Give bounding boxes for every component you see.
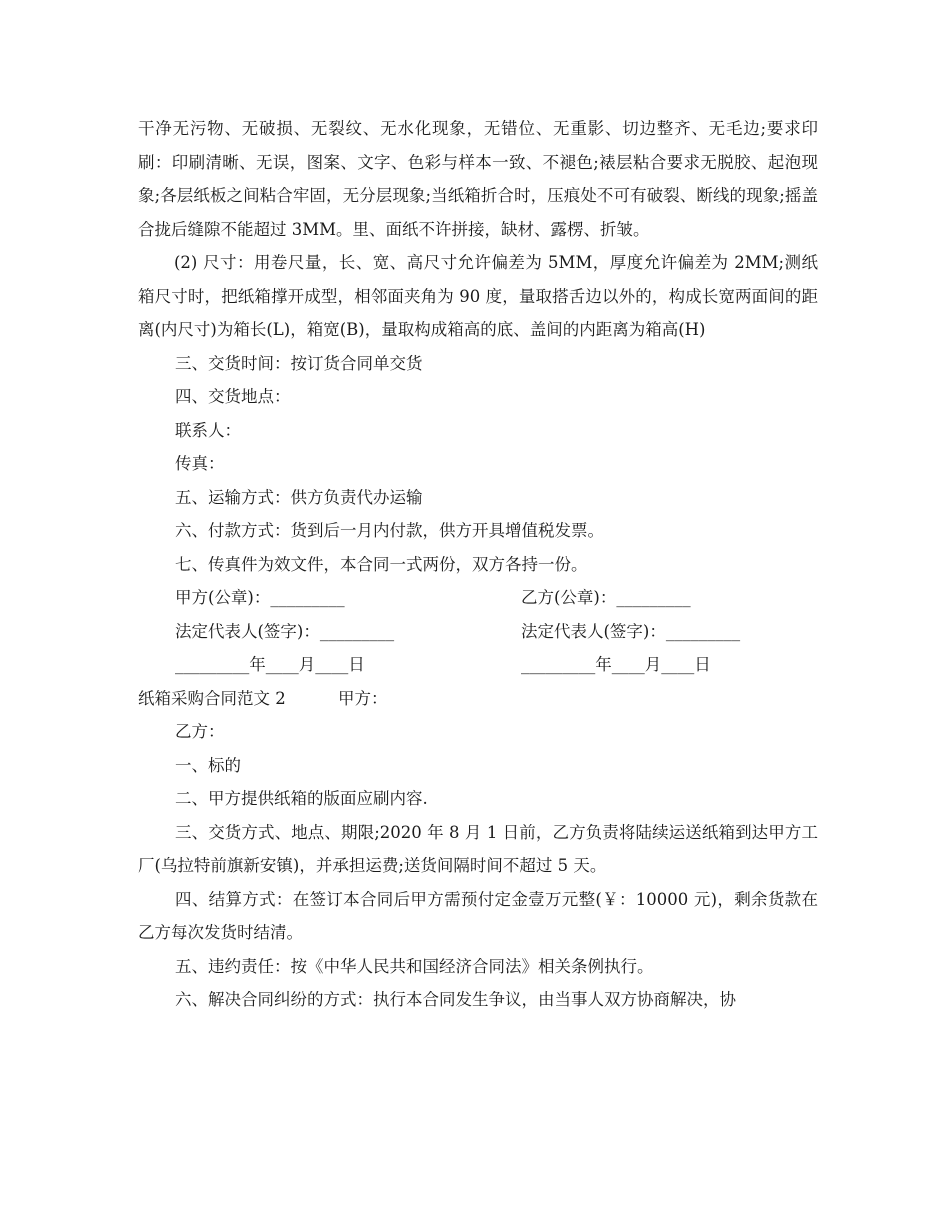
contract-2-heading-row	[138, 682, 818, 716]
fax-validity-clause: 七、传真件为效文件，本合同一式两份，双方各持一份。	[175, 554, 588, 574]
settlement-clause: 四、结算方式：在签订本合同后甲方需预付定金壹万元整(￥：10000 元)，剩余货款在乙方每次发货时结清。	[138, 889, 818, 942]
party-a-label: 甲方：	[338, 688, 388, 708]
contact-person-field: 联系人：	[175, 420, 241, 440]
transport-clause: 五、运输方式：供方负责代办运输	[175, 487, 423, 507]
party-a-rep-line: 法定代表人(签字)：_________	[175, 621, 395, 641]
document-page	[138, 112, 818, 1017]
liability-clause: 五、违约责任：按《中华人民共和国经济合同法》相关条例执行。	[175, 956, 654, 976]
party-b-label: 乙方：	[175, 722, 225, 741]
signature-stamp-row	[138, 581, 818, 615]
size-requirements-paragraph: (2) 尺寸：用卷尺量，长、宽、高尺寸允许偏差为 5MM，厚度允许偏差为 2MM;测纸箱尺寸时，把纸箱撑开成型，相邻面夹角为 90 度，量取搭舌边以外的，构成长宽两面间的距离(内尺寸)为箱长(L)，箱宽(B)，量取构成箱高的底、盖间的内距离为箱高(H)	[138, 253, 818, 339]
party-b-date-line: _________年____月____日	[521, 655, 711, 674]
payment-clause: 六、付款方式：货到后一月内付款，供方开具增值税发票。	[175, 521, 604, 540]
subject-clause: 一、标的	[175, 755, 241, 775]
party-b-rep-line: 法定代表人(签字)：_________	[521, 621, 741, 641]
quality-requirements-paragraph: 干净无污物、无破损、无裂纹、无水化现象，无错位、无重影、切边整齐、无毛边;要求印刷：印刷清晰、无误，图案、文字、色彩与样本一致、不褪色;裱层粘合要求无脱胶、起泡现象;各层纸板之间粘合牢固，无分层现象;当纸箱折合时，压痕处不可有破裂、断线的现象;摇盖合拢后缝隙不能超过 3MM。里、面纸不许拼接，缺材、露楞、折皱。	[138, 119, 818, 239]
party-b-stamp-line: 乙方(公章)：_________	[521, 588, 691, 607]
contract-2-title: 纸箱采购合同范文 2	[138, 688, 286, 708]
dispute-resolution-clause: 六、解决合同纠纷的方式：执行本合同发生争议，由当事人双方协商解决，协	[175, 990, 736, 1009]
signature-date-row	[138, 648, 818, 682]
fax-field: 传真：	[175, 454, 225, 473]
delivery-time-clause: 三、交货时间：按订货合同单交货	[175, 353, 423, 373]
delivery-place-clause: 四、交货地点：	[175, 387, 291, 406]
party-a-stamp-line: 甲方(公章)：_________	[175, 588, 345, 607]
signature-rep-row	[138, 615, 818, 649]
party-a-date-line: _________年____月____日	[175, 655, 365, 674]
delivery-method-clause: 三、交货方式、地点、期限;2020 年 8 月 1 日前，乙方负责将陆续运送纸箱到达甲方工厂(乌拉特前旗新安镇)，并承担运费;送货间隔时间不超过 5 天。	[138, 822, 818, 875]
print-content-clause: 二、甲方提供纸箱的版面应刷内容.	[175, 789, 428, 808]
